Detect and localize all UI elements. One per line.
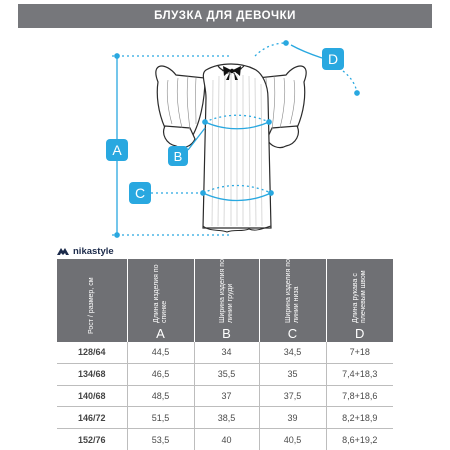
blouse-body — [203, 64, 271, 232]
table-cell: 44,5 — [127, 342, 194, 363]
table-cell: 38,5 — [194, 407, 259, 429]
header-sleeve-length: Длина рукава с плечевым швом D — [326, 259, 393, 342]
page-title-text: БЛУЗКА ДЛЯ ДЕВОЧКИ — [154, 10, 296, 22]
table-cell: 53,5 — [127, 429, 194, 450]
marker-c — [129, 182, 151, 204]
table-cell: 40,5 — [259, 429, 326, 450]
marker-d — [322, 48, 344, 70]
brand-name: nikastyle — [73, 245, 114, 257]
table-cell: 152/76 — [57, 429, 127, 450]
header-hem-width: Ширина изделия по линии низа C — [259, 259, 326, 342]
svg-text:B: B — [173, 149, 183, 164]
svg-text:A: A — [112, 142, 122, 158]
header-length-back: Длина изделия по спинке A — [127, 259, 194, 342]
table-row — [57, 363, 393, 385]
table-cell: 37 — [194, 385, 259, 407]
page-title — [18, 4, 432, 28]
table-cell: 46,5 — [127, 363, 194, 385]
header-chest-width: Ширина изделия по линии груди B — [194, 259, 259, 342]
table-cell: 7,4+18,3 — [326, 363, 393, 385]
marker-a — [106, 139, 128, 161]
table-row — [57, 429, 393, 450]
size-table-header-row — [57, 259, 393, 342]
table-cell: 35 — [259, 363, 326, 385]
table-cell: 140/68 — [57, 385, 127, 407]
brand-logo — [57, 244, 114, 258]
table-cell: 134/68 — [57, 363, 127, 385]
table-cell: 7,8+18,6 — [326, 385, 393, 407]
table-cell: 51,5 — [127, 407, 194, 429]
size-table — [57, 259, 393, 450]
table-cell: 146/72 — [57, 407, 127, 429]
table-row — [57, 342, 393, 363]
table-cell: 40 — [194, 429, 259, 450]
left-sleeve — [156, 66, 205, 148]
table-cell: 8,2+18,9 — [326, 407, 393, 429]
blouse-illustration — [0, 28, 450, 250]
table-row — [57, 385, 393, 407]
table-cell: 8,6+19,2 — [342, 434, 378, 445]
nikastyle-logo-icon — [57, 247, 69, 256]
table-cell: 128/64 — [57, 342, 127, 363]
table-cell: 48,5 — [127, 385, 194, 407]
header-height-size: Рост / размер, см — [57, 259, 127, 342]
svg-text:D: D — [327, 51, 339, 67]
svg-text:C: C — [134, 185, 146, 201]
table-row — [57, 407, 393, 429]
table-cell: 34 — [194, 342, 259, 363]
table-cell: 37,5 — [259, 385, 326, 407]
marker-b — [168, 146, 188, 166]
table-cell: 34,5 — [259, 342, 326, 363]
table-cell: 35,5 — [194, 363, 259, 385]
table-cell: 39 — [259, 407, 326, 429]
table-cell: 7+18 — [326, 342, 393, 363]
